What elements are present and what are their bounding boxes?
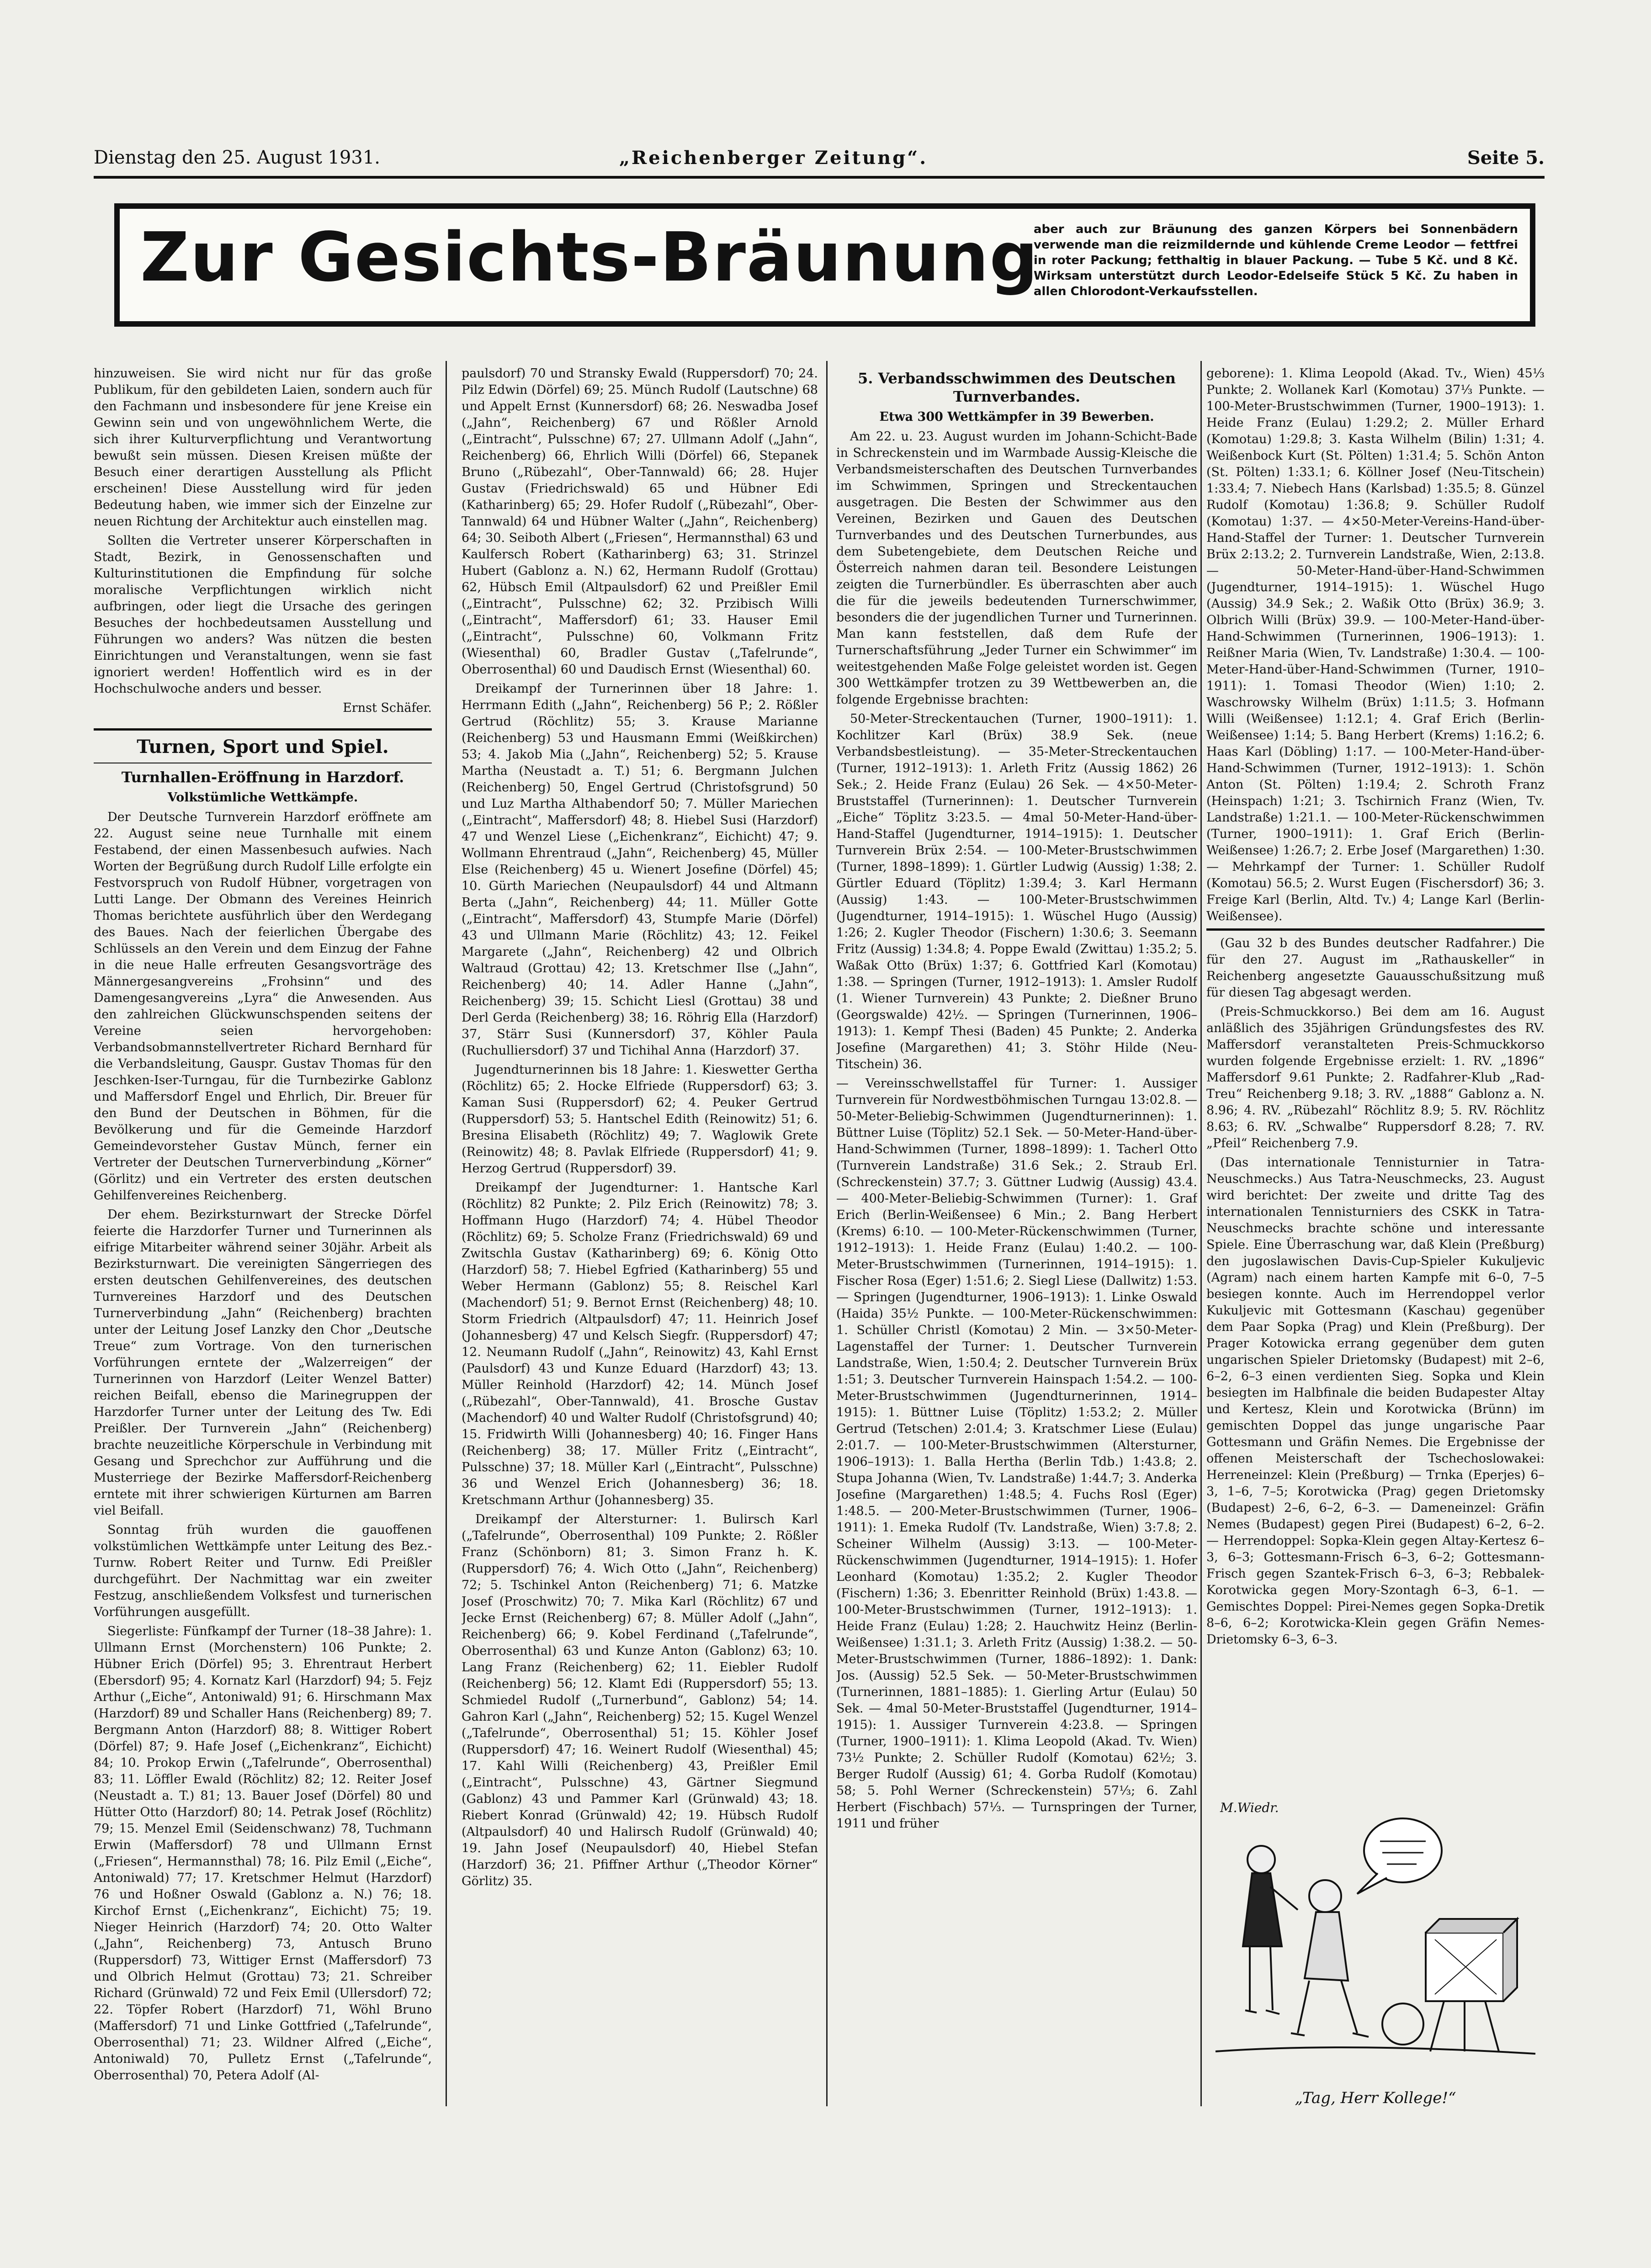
advertisement [114,203,1535,327]
issue-date: Dienstag den 25. August 1931. [94,147,380,168]
results-list: paulsdorf) 70 und Stransky Ewald (Ruppersdorf) 70; 24. Pilz Edwin (Dörfel) 69; 25. Münch Rudolf (Lautschne) 68 und Appelt Ernst (Kunnersdorf) 68; 26. Neswadba Josef („Jahn“, Reichenberg) 67 und Rößler Arnold („Eintracht“, Pulsschne) 67; 27. Ullmann Adolf („Jahn“, Reichenberg) 66, Ehrlich Willi (Dörfel) 66, Stepanek Bruno („Rübezahl“, Ober-Tannwald) 66; 28. Hujer Gustav (Friedrichswald) 65 und Hübner Edi (Katharinberg) 65; 29. Hofer Rudolf („Rübezahl“, Ober-Tannwald) 64 und Hübner Walter („Jahn“, Reichenberg) 64; 30. Seiboth Albert („Friesen“, Hermannsthal) 63 und Kaulfersch Robert (Katharinberg) 63; 31. Strinzel Hubert (Gablonz a. N.) 62, Hermann Rudolf (Grottau) 62, Hübsch Emil (Altpaulsdorf) 62 und Preißler Emil („Eintracht“, Pulsschne) 62; 32. Przibisch Willi („Eintracht“, Maffersdorf) 61; 33. Hauser Emil („Eintracht“, Pulsschne) 60, Volkmann Fritz (Wiesenthal) 60, Bradler Gustav („Tafelrunde“, Oberrosenthal) 60 und Daudisch Ernst (Wiesenthal) 60. [462,366,818,677]
section-divider [94,728,432,731]
news-item: (Gau 32 b des Bundes deutscher Radfahrer.) Die für den 27. August im „Rathauskeller“ in Reichenberg angesetzte Gauausschußsitzung muß für diesen Tag abgesagt werden. [1206,936,1545,1000]
article-subheadline: Volkstümliche Wettkämpfe. [167,790,358,805]
cartoon-drawing [1206,1796,1545,2079]
news-item: (Preis-Schmuckkorso.) Bei dem am 16. August anläßlich des 35jährigen Gründungsfestes des RV. Maffersdorf veranstalteten Preis-Schmuckkorso wurden folgende Ergebnisse erzielt: 1. RV. „1896“ Maffersdorf 9.61 Punkte; 2. Radfahrer-Klub „Rad-Treu“ Reichenberg 9.18; 3. RV. „1888“ Gablonz a. N. 8.96; 4. RV. „Rübezahl“ Röchlitz 8.9; 5. RV. Röchlitz 8.63; 6. RV. „Schwalbe“ Ruppersdorf 8.28; 7. RV. „Pfeil“ Reichenberg 7.9. [1206,1005,1545,1150]
results-list: — Vereinsschwellstaffel für Turner: 1. Aussiger Turnverein für Nordwestböhmischen Turngau 13:02.8. — 50-Meter-Beliebig-Schwimmen (Jugendturnerinnen): 1. Büttner Luise (Töplitz) 52.1 Sek. — 50-Meter-Hand-über-Hand-Schwimmen (Turner, 1898–1899): 1. Tacherl Otto (Turnverein Landstraße) 31.6 Sek.; 2. Straub Erl. (Schreckenstein) 37.7; 3. Güttner Ludwig (Aussig) 43.4. — 400-Meter-Beliebig-Schwimmen (Turner): 1. Graf Erich (Berlin-Weißensee) 6 Min.; 2. Bang Herbert (Krems) 6:10. — 100-Meter-Rückenschwimmen (Turner, 1912–1913): 1. Heide Franz (Eulau) 1:40.2. — 100-Meter-Brustschwimmen (Turnerinnen, 1914–1915): 1. Fischer Rosa (Eger) 1:51.6; 2. Siegl Liese (Dallwitz) 1:53. — Springen (Jugendturner, 1906–1913): 1. Linke Oswald (Haida) 35½ Punkte. — 100-Meter-Rückenschwimmen: 1. Schüller Christl (Komotau) 2 Min. — 3×50-Meter-Lagenstaffel der Turner: 1. Deutscher Turnverein Landstraße, Wien, 1:50.4; 2. Deutscher Turnverein Brüx 1:51; 3. Deutscher Turnverein Hainspach 1:54.2. — 100-Meter-Brustschwimmen (Jugendturnerinnen, 1914–1915): 1. Büttner Luise (Töplitz) 1:53.2; 2. Müller Gertrud (Tetschen) 2:01.4; 3. Kratschmer Liese (Eulau) 2:01.7. — 100-Meter-Brustschwimmen (Altersturner, 1906–1913): 1. Balla Hertha (Berlin Tdb.) 1:43.8; 2. Stupa Johanna (Wien, Tv. Landstraße) 1:44.7; 3. Anderka Josefine (Margarethen) 1:48.5; 4. Fuchs Rosl (Eger) 1:48.5. — 200-Meter-Brustschwimmen (Turner, 1906–1911): 1. Emeka Rudolf (Tv. Landstraße, Wien) 3:7.8; 2. Scheiner Wilhelm (Aussig) 3:13. — 100-Meter-Rückenschwimmen (Jugendturner, 1914–1915): 1. Hofer Leonhard (Komotau) 1:35.2; 2. Kugler Theodor (Fischern) 1:36; 3. Ebenritter Reinhold (Brüx) 1:43.8. — 100-Meter-Brustschwimmen (Turner, 1912–1913): 1. Heide Franz (Eulau) 1:28; 2. Hauchwitz Heinz (Berlin-Weißensee) 1:31.1; 3. Arleth Fritz (Aussig) 1:38.2. — 50-Meter-Brustschwimmen (Turner, 1886–1892): 1. Dank: Jos. (Aussig) 52.5 Sek. — 50-Meter-Brustschwimmen (Turnerinnen, 1881–1885): 1. Gierling Artur (Eulau) 50 Sek. — 4mal 50-Meter-Bruststaffel (Jugendturner, 1914–1915): 1. Aussiger Turnverein 4:23.8. — Springen (Turner, 1900–1911): 1. Klima Leopold (Akad. Tv. Wien) 73½ Punkte; 2. Schüller Rudolf (Komotau) 62½; 3. Berger Rudolf (Aussig) 61; 4. Gorba Rudolf (Komotau) 58; 5. Pohl Werner (Schreckenstein) 57⅓; 6. Zahl Herbert (Fischbach) 57⅓. — Turnspringen der Turner, 1911 und früher [836,1076,1197,1831]
ad-copy: aber auch zur Bräunung des ganzen Körpers bei Sonnenbädern verwende man die reizmildernde und kühlende Creme Leodor — fettfrei in roter Packung; fetthaltig in blauer Packung. — Tube 5 Kč. und 8 Kč. Wirksam unterstützt durch Leodor-Edelseife Stück 5 Kč. Zu haben in allen Chlorodont-Verkaufsstellen. [1034,223,1518,298]
paragraph: Am 22. u. 23. August wurden im Johann-Schicht-Bade in Schreckenstein und im Warmbade Aussig-Kleische die Verbandsmeisterschaften des Deutschen Turnverbandes im Schwimmen, Springen und Streckentauchen ausgetragen. Die Besten der Schwimmer aus den Vereinen, Bezirken und Gauen des Deutschen Turnverbandes und des Deutschen Turnerbundes, aus dem Subetengebiete, dem Deutschen Reiche und Österreich nahmen daran teil. Besondere Leistungen zeigten die Turnerbündler. Es überraschten aber auch die für die jeweils bedeutenden Turnerschwimmer, besonders die der jugendlichen Turner und Turnerinnen. Man kann feststellen, daß dem Rufe der Turnerschaftsführung „Jeder Turner ein Schwimmer“ im weitestgehenden Maße Folge geleistet worden ist. Gegen 300 Wettkämpfer trotzen zu 39 Wettbewerben an, die folgende Ergebnisse brachten: [836,429,1197,707]
cartoon [1206,1796,1545,2115]
cartoon-caption: „Tag, Herr Kollege!“ [1295,2089,1456,2107]
paragraph: hinzuweisen. Sie wird nicht nur für das große Publikum, für den gebildeten Laien, sondern auch für den Fachmann und insbesondere für jene Kreise ein Gewinn sein und von ungewöhnlichem Werte, die sich ihrer Kulturverpflichtung und Verantwortung bewußt sein müssen. Diesen Kreisen müßte der Besuch einer derartigen Ausstellung als Pflicht erscheinen! Diese Ausstellung wird für jeden Bedeutung haben, wie immer sich der Einzelne zur neuen Richtung der Architektur auch einstellen mag. [94,366,432,529]
results-list: 50-Meter-Streckentauchen (Turner, 1900–1911): 1. Kochlitzer Karl (Brüx) 38.9 Sek. (neue Verbandsbestleistung). — 35-Meter-Streckentauchen (Turner, 1912–1913): 1. Arleth Fritz (Aussig 1862) 26 Sek.; 2. Heide Franz (Eulau) 26 Sek. — 4×50-Meter-Bruststaffel (Turnerinnen): 1. Deutscher Turnverein „Eiche“ Töplitz 3:23.5. — 4mal 50-Meter-Hand-über-Hand-Staffel (Jugendturner, 1914–1915): 1. Deutscher Turnverein Brüx 2:54. — 100-Meter-Brustschwimmen (Turner, 1898–1899): 1. Gürtler Ludwig (Aussig) 1:38; 2. Gürtler Eduard (Töplitz) 1:39.4; 3. Karl Hermann (Aussig) 1:43. — 100-Meter-Brustschwimmen (Jugendturner, 1914–1915): 1. Wüschel Hugo (Aussig) 1:26; 2. Kugler Theodor (Fischern) 1:30.6; 3. Seemann Fritz (Aussig) 1:34.8; 4. Poppe Ewald (Zwittau) 1:35.2; 5. Waßak Otto (Brüx) 1:37; 6. Gottfried Karl (Komotau) 1:38. — Springen (Turner, 1912–1913): 1. Amsler Rudolf (1. Wiener Turnverein) 43 Punkte; 2. Dießner Bruno (Georgswalde) 42½. — Springen (Turnerinnen, 1906–1913): 1. Kempf Thesi (Baden) 45 Punkte; 2. Anderka Josefine (Margarethen) 41; 3. Stöhr Hilde (Neu-Titschein) 36. [836,712,1197,1071]
ad-headline: Zur Gesichts-Bräunung [140,218,1039,297]
author-signature: Ernst Schäfer. [343,701,432,715]
results-list: Dreikampf der Jugendturner: 1. Hantsche Karl (Röchlitz) 82 Punkte; 2. Pilz Erich (Reinowitz) 78; 3. Hoffmann Hugo (Harzdorf) 74; 4. Hübel Theodor (Röchlitz) 69; 5. Scholze Franz (Friedrichswald) 69 und Zwitschla Gustav (Katharinberg) 69; 6. König Otto (Harzdorf) 58; 7. Hiebel Egfried (Katharinberg) 55 und Weber Hermann (Gablonz) 55; 8. Reischel Karl (Machendorf) 51; 9. Bernot Ernst (Reichenberg) 48; 10. Storm Friedrich (Altpaulsdorf) 47; 11. Heinrich Josef (Johannesberg) 47 und Kelsch Siegfr. (Ruppersdorf) 47; 12. Neumann Rudolf („Jahn“, Reinowitz) 43, Kahl Ernst (Paulsdorf) 43 und Kunze Eduard (Harzdorf) 43; 13. Müller Reinhold (Harzdorf) 42; 14. Münch Josef („Rübezahl“, Ober-Tannwald), 41. Brosche Gustav (Machendorf) 40 und Walter Rudolf (Christofsgrund) 40; 15. Fridwirth Willi (Johannesberg) 40; 16. Finger Hans (Reichenberg) 38; 17. Müller Fritz („Eintracht“, Pulsschne) 37; 18. Müller Karl („Eintracht“, Pulsschne) 36 und Wenzel Erich (Johannesberg) 36; 18. Kretschmann Arthur (Johannesberg) 35. [462,1181,818,1507]
results-list: geborene): 1. Klima Leopold (Akad. Tv., Wien) 45⅓ Punkte; 2. Wollanek Karl (Komotau) 37⅓ Punkte. — 100-Meter-Brustschwimmen (Turner, 1900–1913): 1. Heide Franz (Eulau) 1:29.2; 2. Müller Erhard (Komotau) 1:29.8; 3. Kasta Wilhelm (Bilin) 1:31; 4. Weißenbock Kurt (St. Pölten) 1:31.4; 5. Schön Anton (St. Pölten) 1:33.1; 6. Köllner Josef (Neu-Titschein) 1:33.4; 7. Niebech Hans (Karlsbad) 1:35.5; 8. Günzel Rudolf (Komotau) 1:36.8; 9. Schüller Rudolf (Komotau) 1:37. — 4×50-Meter-Vereins-Hand-über-Hand-Staffel der Turner: 1. Deutscher Turnverein Brüx 2:13.2; 2. Turnverein Landstraße, Wien, 2:13.8. — 50-Meter-Hand-über-Hand-Schwimmen (Jugendturner, 1914–1915): 1. Wüschel Hugo (Aussig) 34.9 Sek.; 2. Waßik Otto (Brüx) 36.9; 3. Olbrich Willi (Brüx) 39.9. — 100-Meter-Hand-über-Hand-Schwimmen (Turnerinnen, 1906–1913): 1. Reißner Maria (Wien, Tv. Landstraße) 1:30.4. — 100-Meter-Hand-über-Hand-Schwimmen (Turner, 1910–1911): 1. Tomasi Theodor (Wien) 1:10; 2. Waschrowsky Wilhelm (Brüx) 1:11.5; 3. Hofmann Willi (Weißensee) 1:12.1; 4. Graf Erich (Berlin-Weißensee) 1:14; 5. Bang Herbert (Krems) 1:16.2; 6. Haas Karl (Döbling) 1:17. — 100-Meter-Hand-über-Hand-Schwimmen (Turner, 1912–1913): 1. Schön Anton (St. Pölten) 1:19.4; 2. Schroth Franz (Heinspach) 1:21; 3. Tschirnich Franz (Wien, Tv. Landstraße) 1:21.1. — 100-Meter-Rückenschwimmen (Turner, 1900–1911): 1. Graf Erich (Berlin-Weißensee) 1:26.7; 2. Erbe Josef (Margarethen) 1:30. — Mehrkampf der Turner: 1. Schüller Rudolf (Komotau) 56.5; 2. Wurst Eugen (Fischersdorf) 36; 3. Freige Karl (Berlin, Altd. Tv.) 4; Lange Karl (Berlin-Weißensee). [1206,366,1545,923]
section-heading: Turnen, Sport und Spiel. [137,736,389,758]
column-1 [94,366,432,2102]
column-rule [1200,361,1202,2106]
results-list: Jugendturnerinnen bis 18 Jahre: 1. Kieswetter Gertha (Röchlitz) 65; 2. Hocke Elfriede (Ruppersdorf) 63; 3. Kaman Susi (Ruppersdorf) 62; 4. Peuker Gertrud (Ruppersdorf) 53; 5. Hantschel Edith (Reinowitz) 51; 6. Bresina Elisabeth (Röchlitz) 49; 7. Waglowik Grete (Reinowitz) 48; 8. Pavlak Elfriede (Ruppersdorf) 41; 9. Herzog Gertrud (Ruppersdorf) 39. [462,1063,818,1176]
page-number: Seite 5. [1467,147,1545,169]
paragraph: Der ehem. Bezirksturnwart der Strecke Dörfel feierte die Harzdorfer Turner und Turnerinnen als eifrige Mitarbeiter während seiner 30jähr. Arbeit als Bezirksturnwart. Die vereinigten Sängerriegen des ersten deutschen Gehilfenvereines, des deutschen Turnvereines Harzdorf und des Deutschen Turnerverbindung „Jahn“ (Reichenberg) brachten unter der Leitung Josef Lanzky den Chor „Deutsche Treue“ zum Vortrage. Von den turnerischen Vorführungen erntete der „Walzerreigen“ der Turnerinnen von Harzdorf (Leiter Wenzel Batter) reichen Beifall, ebenso die Marinegruppen der Harzdorfer Turner unter der Leitung des Tw. Edi Preißler. Der Turnverein „Jahn“ (Reichenberg) brachte neuzeitliche Körperschule in Verbindung mit Gesang und Sprechchor zur Aufführung und die Musterriege der Bezirke Maffersdorf-Reichenberg erntete mit ihrer schwierigen Kürturnen am Barren viel Beifall. [94,1208,432,1518]
column-4 [1206,366,1545,1782]
column-rule [826,361,828,2106]
column-rule [446,361,447,2106]
results-list: Siegerliste: Fünfkampf der Turner (18–38 Jahre): 1. Ullmann Ernst (Morchenstern) 106 Punkte; 2. Hübner Erich (Dörfel) 95; 3. Ehrentraut Herbert (Ebersdorf) 95; 4. Kornatz Karl (Harzdorf) 94; 5. Fejz Arthur („Eiche“, Antoniwald) 91; 6. Hirschmann Max (Harzdorf) 89 und Schaller Hans (Reichenberg) 89; 7. Bergmann Anton (Harzdorf) 88; 8. Wittiger Robert (Dörfel) 87; 9. Hafe Josef („Eichenkranz“, Eichicht) 84; 10. Prokop Erwin („Tafelrunde“, Oberrosenthal) 83; 11. Löffler Ewald (Röchlitz) 82; 12. Reiter Josef (Neustadt a. T.) 81; 13. Bauer Josef (Dörfel) 80 und Hütter Otto (Harzdorf) 80; 14. Petrak Josef (Röchlitz) 79; 15. Menzel Emil (Seidenschwanz) 78, Tuchmann Erwin (Maffersdorf) 78 und Ullmann Ernst („Friesen“, Hermannsthal) 78; 16. Pilz Emil („Eiche“, Antoniwald) 77; 17. Kretschmer Helmut (Harzdorf) 76 und Hoßner Oswald (Gablonz a. N.) 76; 18. Kirchof Ernst („Eichenkranz“, Eichicht) 75; 19. Nieger Heinrich (Harzdorf) 74; 20. Otto Walter („Jahn“, Reichenberg) 73, Antusch Bruno (Ruppersdorf) 73, Wittiger Ernst (Maffersdorf) 73 und Olbrich Helmut (Grottau) 73; 21. Schreiber Richard (Grünwald) 72 und Feix Emil (Ullersdorf) 72; 22. Töpfer Robert (Harzdorf) 71, Wöhl Bruno (Maffersdorf) 71 und Linke Gottfried („Tafelrunde“, Oberrosenthal) 71; 23. Wildner Alfred („Eiche“, Antoniwald) 70, Pulletz Ernst („Tafelrunde“, Oberrosenthal) 70, Petera Adolf (Al- [94,1624,432,2083]
newspaper-title: „Reichenberger Zeitung“. [619,147,928,169]
article-headline: Turnhallen-Eröffnung in Harzdorf. [121,768,404,786]
column-3 [836,366,1197,2102]
paragraph: Sollten die Vertreter unserer Körperschaften in Stadt, Bezirk, in Genossenschaften und Kulturinstitutionen die Empfindung für solche moralische Verpflichtungen wirklich nicht aufbringen, oder liegt die Ursache des geringen Besuches der hochbedeutsamen Ausstellung und Führungen wo anders? Was nützen die besten Einrichtungen und Veranstaltungen, wenn sie fast ignoriert werden! Hoffentlich wird es in der Hochschulwoche anders und besser. [94,534,432,696]
header-rule [94,176,1545,179]
running-head [94,147,1545,175]
cartoon-artist-signature: M.Wiedr. [1220,1800,1279,1815]
article-subheadline: Etwa 300 Wettkämpfer in 39 Bewerben. [879,410,1154,424]
paragraph: Der Deutsche Turnverein Harzdorf eröffnete am 22. August seine neue Turnhalle mit einem Festabend, der einen Massenbesuch aufwies. Nach Worten der Begrüßung durch Rudolf Lille erfolgte ein Festvorspruch von Rudolf Hübner, vorgetragen von Lutti Lange. Der Obmann des Vereines Heinrich Thomas berichtete ausführlich über den Werdegang des Baues. Nach der feierlichen Übergabe des Schlüssels an den Verein und dem Einzug der Fahne in die neue Halle erfreuten Gesangsvorträge des Männergesangvereins „Frohsinn“ und des Damengesangvereins „Lyra“ die Anwesenden. Aus den zahlreichen Glückwunschspenden seitens der Vereine seien hervorgehoben: Verbandsobmannstellvertreter Richard Bernhard für die Verbandsleitung, Gauspr. Gustav Thomas für den Jeschken-Iser-Turngau, für die Turnbezirke Gablonz und Maffersdorf Engel und Ehrlich, Dir. Breuer für den Bund der Deutschen in Böhmen, für die Bevölkerung und für die Gemeinde Harzdorf Gemeindevorsteher Gustav Münch, ferner ein Vertreter der Deutschen Turnerverbindung „Körner“ (Görlitz) und ein Vertreter des ersten deutschen Gehilfenvereines Reichenberg. [94,810,432,1203]
article-headline: 5. Verbandsschwimmen des Deutschen Turnverbandes. [858,370,1176,405]
section-divider [1206,928,1545,931]
column-2 [462,366,818,2102]
results-list: Dreikampf der Turnerinnen über 18 Jahre: 1. Herrmann Edith („Jahn“, Reichenberg) 56 P.; 2. Rößler Gertrud (Röchlitz) 55; 3. Krause Marianne (Reichenberg) 53 und Hausmann Emmi (Weißkirchen) 53; 4. Jakob Mia („Jahn“, Reichenberg) 52; 5. Krause Martha (Neustadt a. T.) 51; 6. Bergmann Julchen (Reichenberg) 50, Engel Gertrud (Christofsgrund) 50 und Luz Martha Althabendorf 50; 7. Müller Mariechen („Eintracht“, Maffersdorf) 48; 8. Hiebel Susi (Harzdorf) 47 und Wenzel Liese („Eichenkranz“, Eichicht) 47; 9. Wollmann Ehrentraud („Jahn“, Reichenberg) 45, Müller Else (Reichenberg) 45 u. Wienert Josefine (Dörfel) 45; 10. Gürth Mariechen (Neupaulsdorf) 44 und Altmann Berta („Jahn“, Reichenberg) 44; 11. Müller Gotte („Eintracht“, Maffersdorf) 43, Stumpfe Marie (Dörfel) 43 und Ullmann Marie (Röchlitz) 43; 12. Feikel Margarete („Jahn“, Reichenberg) 42 und Olbrich Waltraud (Grottau) 42; 13. Kretschmer Ilse („Jahn“, Reichenberg) 40; 14. Adler Hanne („Jahn“, Reichenberg) 39; 15. Schicht Liesl (Grottau) 38 und Derl Gerda (Reichenberg) 38; 16. Röhrig Ella (Harzdorf) 37, Stärr Susi (Kunnersdorf) 37, Köhler Paula (Ruchulliersdorf) 37 und Tichihal Anna (Harzdorf) 37. [462,682,818,1058]
news-item: (Das internationale Tennisturnier in Tatra-Neuschmecks.) Aus Tatra-Neuschmecks, 23. August wird berichtet: Der zweite und dritte Tag des internationalen Tennisturniers des CSKK in Tatra-Neuschmecks brachte schöne und interessante Spiele. Eine Überraschung war, daß Klein (Preßburg) den jugoslawischen Davis-Cup-Spieler Kukuljevic (Agram) nach einem harten Kampfe mit 6–0, 7–5 besiegen konnte. Auch im Herrendoppel verlor Kukuljevic mit Gottesmann (Kaschau) gegenüber dem Paar Sopka (Prag) und Klein (Preßburg). Der Prager Kotowicka errang gegenüber dem guten ungarischen Spieler Drietomsky (Budapest) mit 2–6, 6–2, 6–3 einen verdienten Sieg. Sopka und Klein besiegten im Halbfinale die beiden Budapester Altay und Kertesz, Klein und Korotwicka (Brünn) im gemischten Doppel das junge ungarische Paar Gottesmann und Gräfin Nemes. Die Ergebnisse der offenen Meisterschaft der Tschechoslowakei: Herreneinzel: Klein (Preßburg) — Trnka (Eperjes) 6–3, 1–6, 7–5; Korotwicka (Prag) gegen Drietomsky (Budapest) 2–6, 6–2, 6–3. — Dameneinzel: Gräfin Nemes (Budapest) gegen Pirei (Budapest) 6–2, 6–2. — Herrendoppel: Sopka-Klein gegen Altay-Kertesz 6–3, 6–3; Gottesmann-Frisch 6–3, 6–2; Gottesmann-Frisch gegen Szantek-Frisch 6–3, 6–3; Rebbalek-Korotwicka gegen Mory-Szontagh 6–3, 6–1. — Gemischtes Doppel: Pirei-Nemes gegen Sopka-Dretik 8–6, 6–2; Korotwicka-Klein gegen Gräfin Nemes-Drietomsky 6–3, 6–3. [1206,1155,1545,1647]
results-list: Dreikampf der Altersturner: 1. Bulirsch Karl („Tafelrunde“, Oberrosenthal) 109 Punkte; 2. Rößler Franz (Schönborn) 81; 3. Simon Franz h. K. (Ruppersdorf) 76; 4. Wich Otto („Jahn“, Reichenberg) 72; 5. Tschinkel Anton (Reichenberg) 71; 6. Matzke Josef (Proschwitz) 70; 7. Mika Karl (Röchlitz) 67 und Jecke Ernst (Reichenberg) 67; 8. Müller Adolf („Jahn“, Reichenberg) 66; 9. Kobel Ferdinand („Tafelrunde“, Oberrosenthal) 63 und Kunze Anton (Gablonz) 63; 10. Lang Franz (Reichenberg) 62; 11. Eiebler Rudolf (Reichenberg) 56; 12. Klamt Edi (Ruppersdorf) 55; 13. Schmiedel Rudolf („Turnerbund“, Gablonz) 54; 14. Gahron Karl („Jahn“, Reichenberg) 52; 15. Kugel Wenzel („Tafelrunde“, Oberrosenthal) 51; 15. Köhler Josef (Ruppersdorf) 47; 16. Weinert Rudolf (Wiesenthal) 45; 17. Kahl Willi (Reichenberg) 43, Preißler Emil („Eintracht“, Pulsschne) 43, Gärtner Siegmund (Gablonz) 43 und Pammer Karl (Grünwald) 43; 18. Riebert Konrad (Grünwald) 42; 19. Hübsch Rudolf (Altpaulsdorf) 40 und Halirsch Rudolf (Grünwald) 40; 19. Jahn Josef (Neupaulsdorf) 40, Hiebel Stefan (Harzdorf) 36; 21. Pfiffner Arthur („Theodor Körner“ Görlitz) 35. [462,1512,818,1888]
paragraph: Sonntag früh wurden die gauoffenen volkstümlichen Wettkämpfe unter Leitung des Bez.-Turnw. Robert Reiter und Turnw. Edi Preißler durchgeführt. Der Nachmittag war ein zweiter Festzug, anschließendem Volksfest und turnerischen Vorführungen ausgefüllt. [94,1523,432,1619]
